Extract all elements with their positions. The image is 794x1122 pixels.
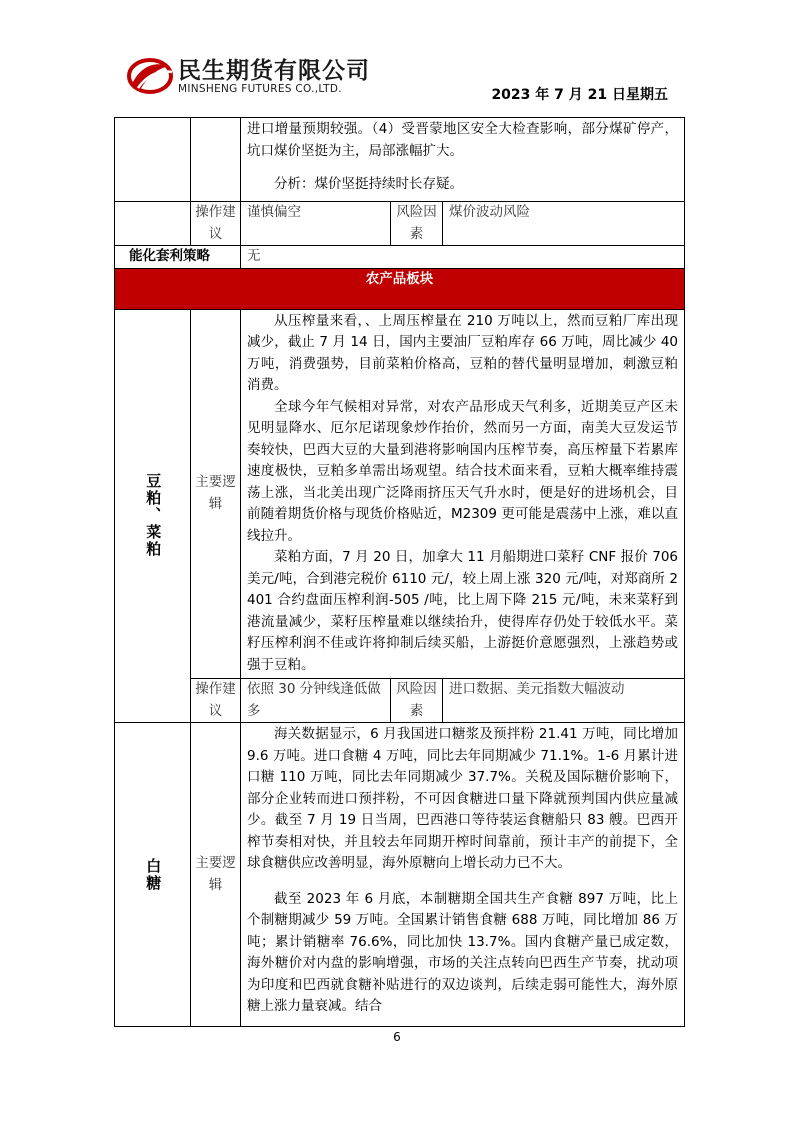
sugar-para-1: 海关数据显示，6 月我国进口糖浆及预拌粉 21.41 万吨，同比增加 9.6 万吨。进口食糖 4 万吨，同比去年同期减少 71.1%。1-6 月累计进口糖 110 万吨，同比去年同期减少 37.7%。关税及国际糖价影响下，部分企业转而进口预拌粉，不可因食糖进口量下降就预判国内供应量减少。截至 7 月 19 日当周，巴西港口等待装运食糖船只 83 艘。巴西开榨节奏相对快，并且较去年同期开榨时间靠前，预计丰产的前提下，全球食糖供应改善明显，海外原糖向上增长动力已不大。 (247, 726, 679, 871)
sugar-para-2: 截至 2023 年 6 月底，本制糖期全国共生产食糖 897 万吨，比上个制糖期减少 59 万吨。全国累计销售食糖 688 万吨，同比增加 86 万吨；累计销糖率 76.6%，同比加快 13.7%。国内食糖产量已成定数，海外糖价对内盘的影响增强，市场的关注点转向巴西生产节奏，扰动项为印度和巴西就食糖补贴进行的双边谈判，后续走弱可能性大，海外原糖上涨力量衰减。结合 (247, 890, 679, 1014)
coal-name-cell-cont (115, 202, 191, 246)
coal-name-cell (115, 118, 191, 202)
coal-operation-row (115, 202, 685, 246)
sugar-logic-content (241, 723, 685, 1027)
report-date: 2023 年 7 月 21 日星期五 (491, 87, 668, 103)
sugar-name: 白糖 (144, 857, 163, 892)
soy-op-value: 依照 30 分钟线逢低做多 (241, 679, 391, 723)
page-header (0, 0, 794, 110)
arbitrage-label: 能化套利策略 (115, 246, 241, 269)
soy-logic-row (115, 309, 685, 679)
minsheng-logo-icon (126, 54, 174, 96)
section-title: 农产品板块 (115, 268, 685, 309)
soy-logic-label: 主要逻辑 (191, 309, 241, 679)
soy-operation-row (115, 679, 685, 723)
soy-para-3: 菜粕方面，7 月 20 日，加拿大 11 月船期进口菜籽 CNF 报价 706 美元/吨，合到港完税价 6110 元/，较上周上涨 320 元/吨，对郑商所 2401 合约盘面压榨利润-505 /吨，比上周下降 215 元/吨，未来菜籽到港流量减少，菜籽压榨量难以继续抬升，使得库存仍处于较低水平。菜籽压榨利润不佳或许将抑制后续买船，上游挺价意愿强烈，上涨趋势或强于豆粕。 (247, 549, 679, 673)
coal-op-label: 操作建议 (191, 202, 241, 246)
company-name-cn: 民生期货有限公司 (178, 58, 370, 84)
coal-risk-value: 煤价波动风险 (443, 202, 685, 246)
sugar-logic-row (115, 723, 685, 1027)
sugar-logic-label: 主要逻辑 (191, 723, 241, 1027)
arbitrage-value: 无 (241, 246, 685, 269)
soy-name: 豆粕、菜粕 (144, 473, 163, 559)
soy-op-label: 操作建议 (191, 679, 241, 723)
soy-logic-content (241, 309, 685, 679)
coal-para-1: 进口增量预期较强。（4）受晋蒙地区安全大检查影响，部分煤矿停产，坑口煤价坚挺为主，局部涨幅扩大。 (247, 121, 679, 159)
soy-para-2: 全球今年气候相对异常，对农产品形成天气利多，近期美豆产区未见明显降水、厄尔尼诺现象炒作抬价，然而另一方面，南美大豆发运节奏较快，巴西大豆的大量到港将影响国内压榨节奏，高压榨量下若累库速度极快，豆粕多单需出场观望。结合技术面来看，豆粕大概率维持震荡上涨，当北美出现广泛降雨挤压天气升水时，便是好的进场机会，目前随着期货价格与现货价格贴近，M2309 更可能是震荡中上涨，难以直线拉升。 (247, 398, 679, 544)
coal-para-2: 分析：煤价坚挺持续时长存疑。 (274, 176, 463, 192)
page-number: 6 (393, 1030, 401, 1044)
coal-op-value: 谨慎偏空 (241, 202, 391, 246)
agri-section-header (115, 268, 685, 309)
soy-risk-value: 进口数据、美元指数大幅波动 (443, 679, 685, 723)
coal-logic-label-cell (191, 118, 241, 202)
report-table (114, 117, 685, 1027)
coal-risk-label: 风险因素 (391, 202, 443, 246)
soy-para-1: 从压榨量来看，、上周压榨量在 210 万吨以上，然而豆粕厂库出现减少，截止 7 月 14 日，国内主要油厂豆粕库存 66 万吨，周比减少 40 万吨，消费强势，目前菜粕价格高，豆粕的替代量明显增加，刺激豆粕消费。 (247, 312, 679, 393)
coal-logic-row (115, 118, 685, 202)
soy-risk-label: 风险因素 (391, 679, 443, 723)
arbitrage-row (115, 246, 685, 269)
coal-logic-content (241, 118, 685, 202)
sugar-name-cell (115, 723, 191, 1027)
company-name-en: MINSHENG FUTURES CO.,LTD. (178, 83, 342, 95)
soy-name-cell (115, 309, 191, 723)
